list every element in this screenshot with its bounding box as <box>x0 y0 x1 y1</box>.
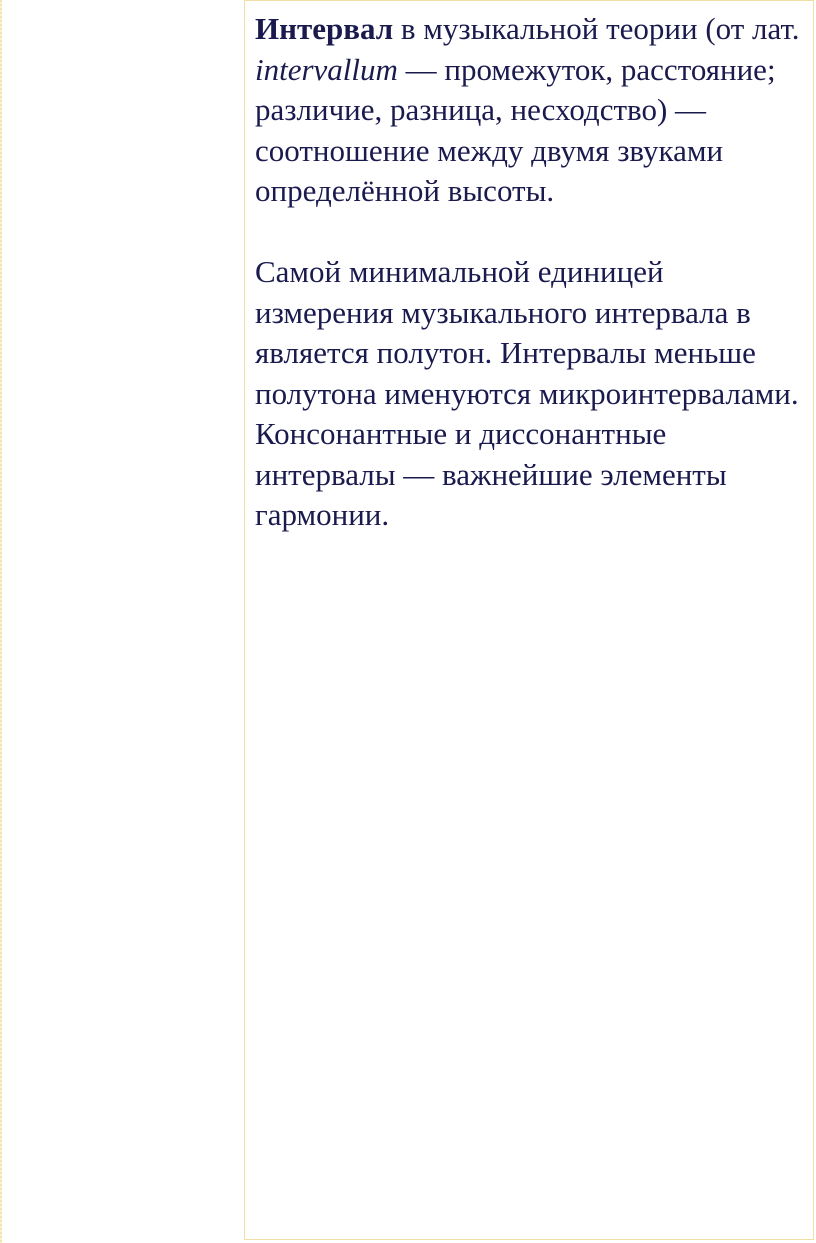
definition-text-part1: в музыкальной теории (от лат. <box>393 11 800 46</box>
term-bold: Интервал <box>255 11 394 46</box>
definition-text-part2: — промежуток, расстояние; различие, разница, несходство) — соотношение между двумя звуками определённой высоты. <box>255 51 776 208</box>
left-margin-edge <box>0 0 2 1243</box>
latin-term: intervallum <box>255 51 398 87</box>
semitone-paragraph: Самой минимальной единицей измерения музыкального интервала в является полутон. Интервалы меньше полутона именуются микроинтервалами. Консонантные и диссонантные интервалы — важнейшие элементы гармонии. <box>255 254 799 532</box>
definition-paragraph <box>255 9 805 212</box>
text-box <box>244 0 814 1240</box>
